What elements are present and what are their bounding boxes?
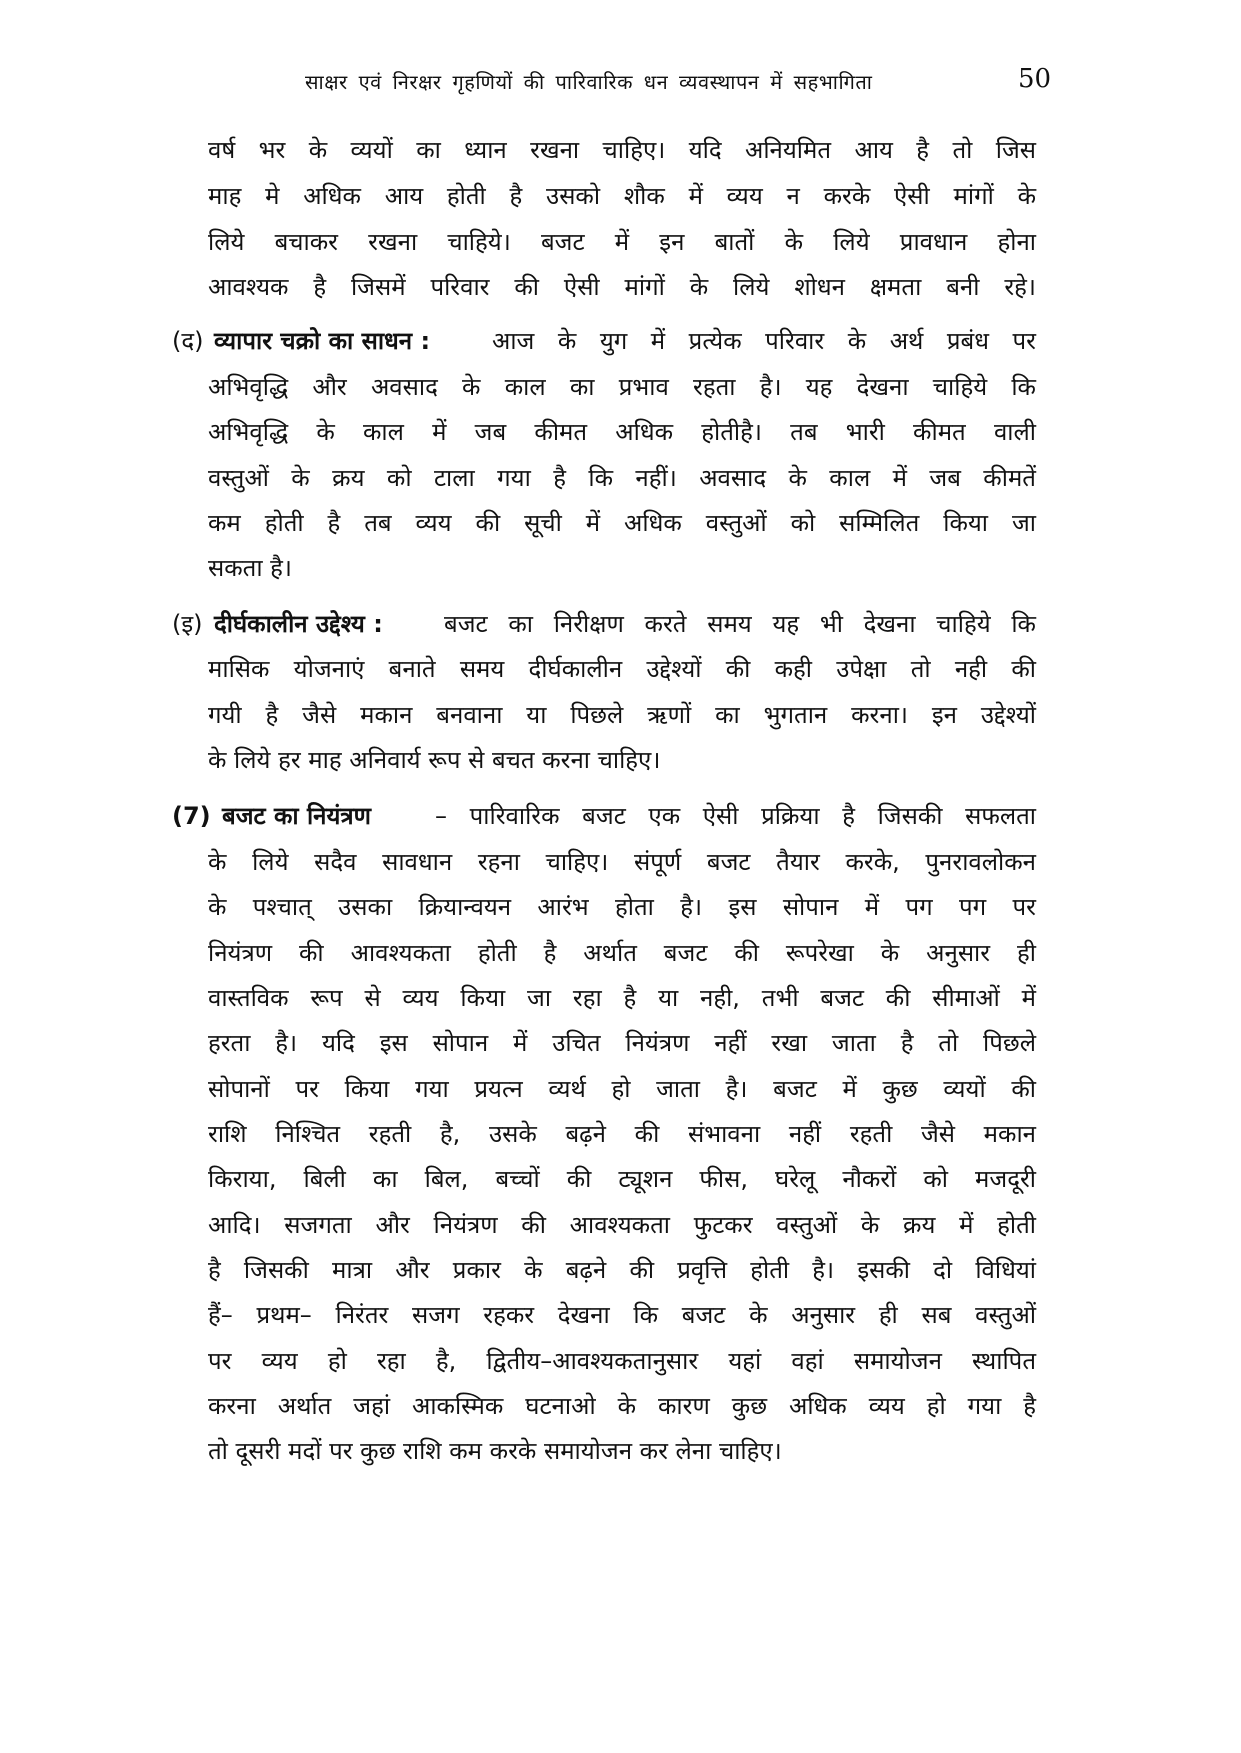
section-d-line: सकता है। <box>208 554 293 582</box>
section-d-line: अभिवृद्धि के काल में जब कीमत अधिक होतीहै। तब भारी कीमत वाली <box>208 418 1036 446</box>
page-number: 50 <box>1018 64 1052 94</box>
section-7-line: करना अर्थात जहां आकस्मिक घटनाओ के कारण कुछ अधिक व्यय हो गया है <box>208 1392 1036 1420</box>
section-d-marker: (द) <box>172 327 204 355</box>
section-7-first-line: – पारिवारिक बजट एक ऐसी प्रक्रिया है जिसकी सफलता <box>435 802 1036 830</box>
page-header <box>0 64 1241 108</box>
section-d-line: अभिवृद्धि और अवसाद के काल का प्रभाव रहता है। यह देखना चाहिये कि <box>208 373 1036 401</box>
section-e-line: गयी है जैसे मकान बनवाना या पिछले ऋणों का भुगतान करना। इन उद्देश्यों <box>208 701 1036 729</box>
section-7-line: किराया, बिली का बिल, बच्चों की ट्यूशन फीस, घरेलू नौकरों को मजदूरी <box>208 1165 1036 1193</box>
section-7-line: आदि। सजगता और नियंत्रण की आवश्यकता फुटकर वस्तुओं के क्रय में होती <box>208 1211 1036 1239</box>
section-e-first-line: बजट का निरीक्षण करते समय यह भी देखना चाहिये कि <box>444 610 1036 638</box>
section-d-first-line: आज के युग में प्रत्येक परिवार के अर्थ प्रबंध पर <box>492 327 1036 355</box>
section-7-line: सोपानों पर किया गया प्रयत्न व्यर्थ हो जाता है। बजट में कुछ व्ययों की <box>208 1075 1036 1103</box>
intro-line: आवश्यक है जिसमें परिवार की ऐसी मांगों के लिये शोधन क्षमता बनी रहे। <box>208 273 1036 301</box>
section-7-line: नियंत्रण की आवश्यकता होती है अर्थात बजट की रूपरेखा के अनुसार ही <box>208 939 1036 967</box>
section-7-line: वास्तविक रूप से व्यय किया जा रहा है या नही, तभी बजट की सीमाओं में <box>208 984 1036 1012</box>
section-7-line: हरता है। यदि इस सोपान में उचित नियंत्रण नहीं रखा जाता है तो पिछले <box>208 1029 1036 1057</box>
section-7-marker: (7) <box>172 802 211 830</box>
section-e-line: मासिक योजनाएं बनाते समय दीर्घकालीन उद्देश्यों की कही उपेक्षा तो नही की <box>208 655 1036 683</box>
section-7-line: है जिसकी मात्रा और प्रकार के बढ़ने की प्रवृत्ति होती है। इसकी दो विधियां <box>208 1256 1037 1284</box>
intro-line: लिये बचाकर रखना चाहिये। बजट में इन बातों के लिये प्रावधान होना <box>208 228 1036 256</box>
section-e-line: के लिये हर माह अनिवार्य रूप से बचत करना चाहिए। <box>208 746 661 774</box>
section-7-line: तो दूसरी मदों पर कुछ राशि कम करके समायोजन कर लेना चाहिए। <box>208 1437 782 1465</box>
section-7-line: राशि निश्चित रहती है, उसके बढ़ने की संभावना नहीं रहती जैसे मकान <box>208 1120 1036 1148</box>
section-7-heading: बजट का नियंत्रण <box>222 802 372 830</box>
section-d-line: कम होती है तब व्यय की सूची में अधिक वस्तुओं को सम्मिलित किया जा <box>208 509 1036 537</box>
section-d-line: वस्तुओं के क्रय को टाला गया है कि नहीं। अवसाद के काल में जब कीमतें <box>208 464 1036 492</box>
section-7-line: के लिये सदैव सावधान रहना चाहिए। संपूर्ण बजट तैयार करके, पुनरावलोकन <box>208 848 1036 876</box>
section-d-heading: व्यापार चक्रो का साधन : <box>214 327 431 355</box>
section-e-heading: दीर्घकालीन उद्देश्य : <box>214 610 383 638</box>
intro-line: वर्ष भर के व्ययों का ध्यान रखना चाहिए। यदि अनियमित आय है तो जिस <box>208 136 1036 164</box>
section-7-line: हैं– प्रथम– निरंतर सजग रहकर देखना कि बजट के अनुसार ही सब वस्तुओं <box>208 1301 1036 1329</box>
intro-line: माह मे अधिक आय होती है उसको शौक में व्यय न करके ऐसी मांगों के <box>208 182 1036 210</box>
section-7-line: के पश्चात् उसका क्रियान्वयन आरंभ होता है। इस सोपान में पग पग पर <box>208 893 1036 921</box>
section-7-line: पर व्यय हो रहा है, द्वितीय–आवश्यकतानुसार यहां वहां समायोजन स्थापित <box>208 1347 1036 1375</box>
section-e-marker: (इ) <box>172 610 203 638</box>
running-title: साक्षर एवं निरक्षर गृहणियों की पारिवारिक धन व्यवस्थापन में सहभागिता <box>305 70 873 94</box>
